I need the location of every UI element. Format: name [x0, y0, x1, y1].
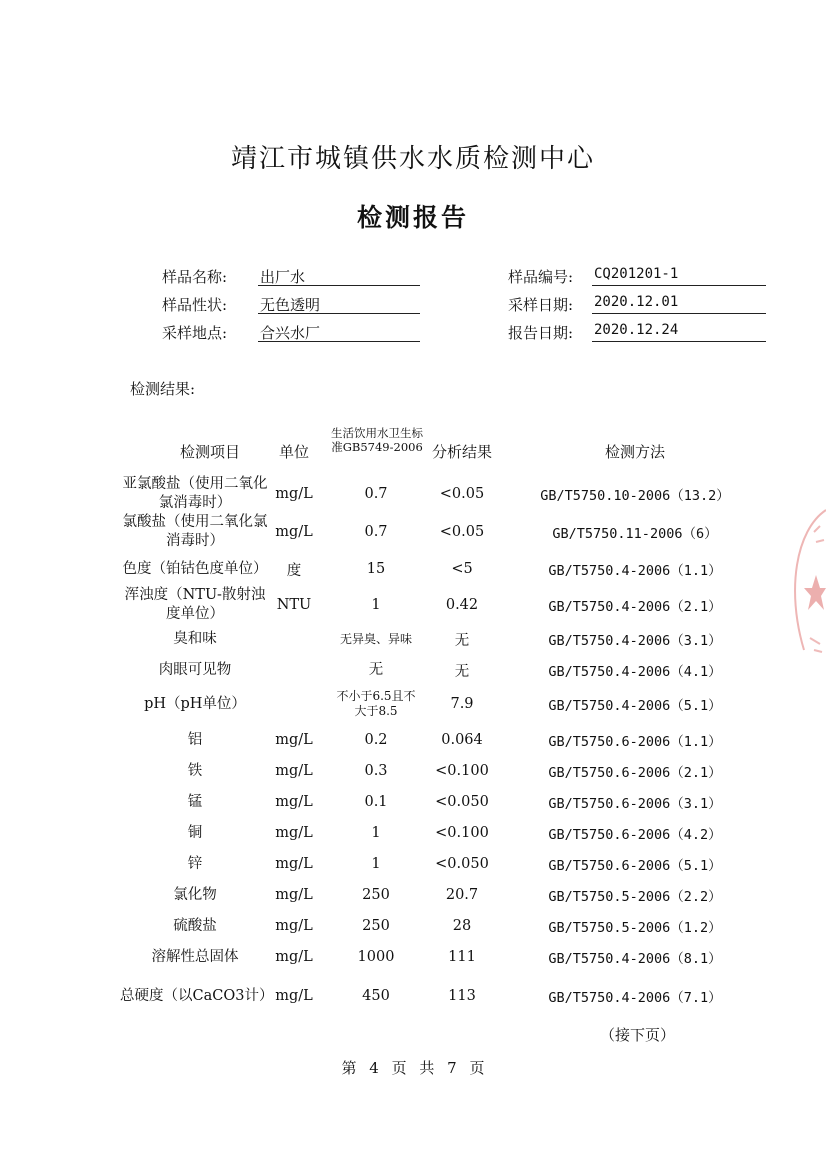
report-date-value: 2020.12.24 — [592, 322, 766, 342]
cell-method: GB/T5750.4-2006（5.1） — [548, 698, 722, 714]
cell-standard: 0.7 — [364, 523, 388, 540]
sampling-date-value: 2020.12.01 — [592, 294, 766, 314]
cell-method: GB/T5750.4-2006（1.1） — [548, 563, 722, 579]
sample-name-value: 出厂水 — [258, 266, 420, 286]
sample-property-label: 样品性状: — [162, 296, 228, 314]
cell-item: 氯酸盐（使用二氧化氯消毒时） — [122, 514, 268, 549]
red-seal-stamp-icon — [786, 500, 826, 680]
header-standard: 生活饮用水卫生标准GB5749-2006 — [331, 426, 423, 454]
cell-item: 溶解性总固体 — [151, 948, 239, 965]
organization-name: 靖江市城镇供水水质检测中心 — [230, 144, 595, 174]
cell-result: 无 — [454, 663, 470, 680]
cell-standard: 0.2 — [364, 731, 388, 748]
sample-name-label: 样品名称: — [162, 268, 228, 286]
cell-standard: 0.3 — [364, 762, 388, 779]
cell-item: 色度（铂钴色度单位） — [122, 560, 268, 577]
cell-method: GB/T5750.6-2006（4.2） — [548, 827, 722, 843]
cell-unit: mg/L — [275, 887, 313, 903]
cell-standard: 250 — [362, 886, 390, 903]
cell-standard: 不小于6.5且不大于8.5 — [336, 689, 416, 718]
cell-unit: mg/L — [275, 732, 313, 748]
cell-result: <0.050 — [435, 794, 489, 810]
cell-result: 20.7 — [445, 887, 479, 903]
cell-standard: 1 — [371, 824, 381, 841]
cell-result: 7.9 — [450, 696, 474, 712]
cell-method: GB/T5750.5-2006（1.2） — [548, 920, 722, 936]
cell-unit — [270, 657, 318, 683]
cell-item: pH（pH单位） — [144, 695, 246, 712]
cell-item: 硫酸盐 — [173, 917, 217, 934]
cell-result: <5 — [451, 561, 473, 577]
cell-result: 113 — [448, 988, 476, 1004]
cell-standard: 250 — [362, 917, 390, 934]
cell-item: 锌 — [187, 855, 203, 872]
cell-standard: 450 — [362, 987, 390, 1004]
cell-method: GB/T5750.4-2006（4.1） — [548, 664, 722, 680]
cell-method: GB/T5750.11-2006（6） — [552, 526, 718, 542]
cell-result: <0.100 — [435, 763, 489, 779]
cell-method: GB/T5750.4-2006（2.1） — [548, 599, 722, 615]
cell-unit: mg/L — [275, 918, 313, 934]
header-item: 检测项目 — [179, 443, 240, 461]
sampling-location-label: 采样地点: — [162, 324, 228, 342]
cell-item: 铝 — [187, 731, 203, 748]
cell-unit: mg/L — [275, 856, 313, 872]
cell-item: 浑浊度（NTU-散射浊度单位） — [124, 587, 266, 622]
cell-result: 0.42 — [445, 597, 479, 613]
cell-item: 锰 — [187, 793, 203, 810]
cell-item: 亚氯酸盐（使用二氧化氯消毒时） — [122, 476, 268, 511]
cell-standard: 1 — [371, 596, 381, 613]
report-title: 检测报告 — [356, 203, 469, 232]
header-method: 检测方法 — [604, 443, 665, 461]
cell-method: GB/T5750.6-2006（5.1） — [548, 858, 722, 874]
cell-standard: 无异臭、异味 — [339, 631, 412, 646]
cell-item: 肉眼可见物 — [158, 661, 232, 678]
cell-result: <0.050 — [435, 856, 489, 872]
cell-method: GB/T5750.4-2006（3.1） — [548, 633, 722, 649]
header-result: 分析结果 — [431, 443, 492, 461]
sample-id-value: CQ201201-1 — [592, 266, 766, 286]
cell-result: 28 — [452, 918, 472, 934]
cell-unit — [270, 626, 318, 652]
sampling-location-value: 合兴水厂 — [258, 322, 420, 342]
cell-unit: mg/L — [275, 524, 313, 540]
cell-standard: 1000 — [357, 948, 395, 965]
cell-standard: 0.7 — [364, 485, 388, 502]
cell-method: GB/T5750.6-2006（2.1） — [548, 765, 722, 781]
cell-method: GB/T5750.4-2006（8.1） — [548, 951, 722, 967]
cell-unit: mg/L — [275, 763, 313, 779]
cell-standard: 1 — [371, 855, 381, 872]
cell-method: GB/T5750.5-2006（2.2） — [548, 889, 722, 905]
report-date-label: 报告日期: — [508, 324, 574, 342]
cell-item: 氯化物 — [173, 886, 217, 903]
cell-unit: 度 — [286, 562, 302, 579]
cell-unit: mg/L — [275, 486, 313, 502]
cell-unit: NTU — [276, 597, 312, 613]
cell-unit: mg/L — [275, 949, 313, 965]
cell-item: 铜 — [187, 824, 203, 841]
cell-unit: mg/L — [275, 988, 313, 1004]
cell-standard: 15 — [366, 560, 386, 577]
cell-method: GB/T5750.6-2006（1.1） — [548, 734, 722, 750]
cell-result: <0.05 — [439, 486, 485, 502]
results-section-label: 检测结果: — [130, 380, 196, 398]
cell-item: 总硬度（以CaCO3计） — [120, 987, 274, 1004]
sampling-date-label: 采样日期: — [508, 296, 574, 314]
cell-item: 臭和味 — [173, 630, 217, 647]
cell-unit — [270, 686, 318, 722]
cell-method: GB/T5750.10-2006（13.2） — [540, 488, 730, 504]
cell-result: 无 — [454, 632, 470, 649]
cell-result: 111 — [448, 949, 476, 965]
cell-standard: 0.1 — [364, 793, 388, 810]
cell-method: GB/T5750.6-2006（3.1） — [548, 796, 722, 812]
cell-standard: 无 — [368, 661, 384, 678]
continued-note: （接下页） — [600, 1026, 676, 1044]
cell-result: <0.100 — [435, 825, 489, 841]
cell-result: <0.05 — [439, 524, 485, 540]
cell-method: GB/T5750.4-2006（7.1） — [548, 990, 722, 1006]
cell-item: 铁 — [187, 762, 203, 779]
sample-id-label: 样品编号: — [508, 268, 574, 286]
sample-property-value: 无色透明 — [258, 294, 420, 314]
header-unit: 单位 — [278, 443, 309, 461]
cell-unit: mg/L — [275, 825, 313, 841]
cell-unit: mg/L — [275, 794, 313, 810]
page-number: 第 4 页 共 7 页 — [341, 1059, 485, 1077]
cell-result: 0.064 — [441, 732, 483, 748]
